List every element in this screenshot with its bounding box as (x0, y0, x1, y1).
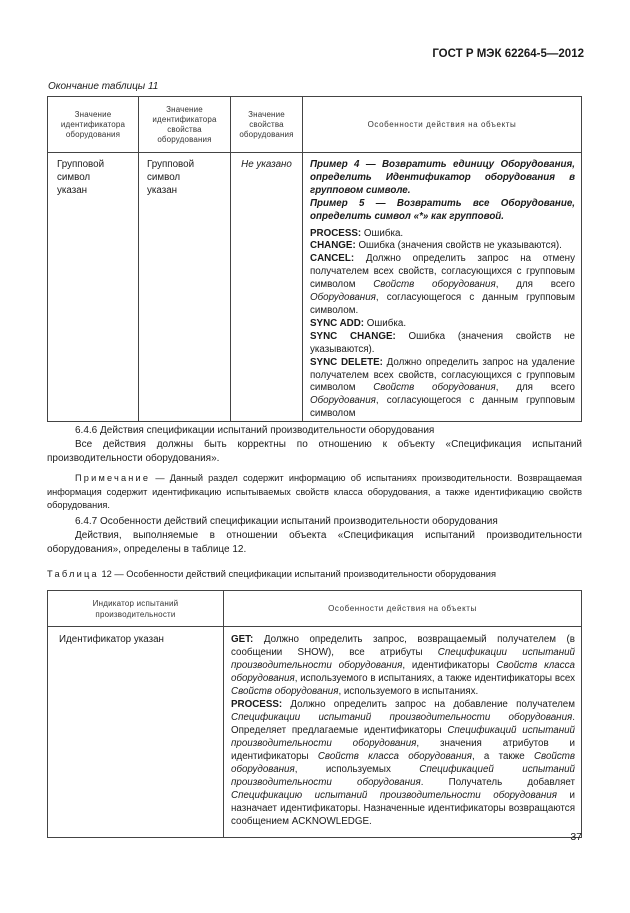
standard-header: ГОСТ Р МЭК 62264-5—2012 (432, 48, 584, 60)
action-sync-delete: SYNC DELETE: Должно определить запрос на удаление получателем всех свойств, согласующихся с групповым символом Свойств оборудования, для всего Оборудования, согласующегося с данным групповым символом (310, 356, 575, 420)
header-cell-equipment-id: Значение идентификатора оборудования (48, 97, 139, 153)
header-cell-performance-indicator: Индикатор испытаний производительности (48, 591, 224, 627)
action-cancel: CANCEL: Должно определить запрос на отмену получателем всех свойств, согласующихся с групповым символом Свойств оборудования, для всего Оборудования, согласующегося с данным групповым символом. (310, 253, 575, 316)
section-646-text: Все действия должны быть корректны по отношению к объекту «Спецификация испытаний производительности оборудования». (47, 439, 582, 465)
cell-action-features (224, 627, 582, 838)
page-number: 37 (570, 831, 582, 843)
table12-caption: Таблица 12 — Особенности действий спецификации испытаний производительности оборудования (47, 569, 497, 579)
action-sync-add: SYNC ADD: Ошибка. (310, 317, 407, 329)
header-cell-property-value: Значение свойства оборудования (231, 97, 303, 153)
header-cell-action-features: Особенности действия на объекты (303, 97, 582, 153)
table-row (48, 627, 582, 838)
action-sync-change: SYNC CHANGE: Ошибка (значения свойств не указываются). (310, 330, 575, 355)
table-12 (47, 590, 582, 838)
cell-property-value: Не указано (231, 153, 303, 422)
section-647-heading: 6.4.7 Особенности действий спецификации испытаний производительности оборудования (75, 516, 498, 527)
section-647-text: Действия, выполняемые в отношении объекта «Спецификация испытаний производительности оборудования», определены в таблице 12. (47, 530, 582, 556)
cell-performance-indicator: Идентификатор указан (48, 627, 224, 838)
cell-equipment-id: Групповой символ указан (48, 153, 139, 422)
example-5: Пример 5 — Возвратить все Оборудование, определить символ «*» как групповой. (310, 197, 575, 222)
table-11 (47, 96, 582, 422)
action-process: PROCESS: Ошибка. (310, 227, 404, 239)
action-get: GET: Должно определить запрос, возвращаемый получателем (в сообщении SHOW), все атрибуты Спецификации испытаний производительности оборудования, идентификаторы Свойств класса оборудования, используемого в испытаниях, а также идентификаторы всех Свойств оборудования, используемого в испытаниях. (231, 634, 575, 697)
section-646-heading: 6.4.6 Действия спецификации испытаний производительности оборудования (75, 425, 435, 436)
cell-property-id: Групповой символ указан (139, 153, 231, 422)
table-header-row (48, 97, 582, 153)
cell-action-features (303, 153, 582, 422)
example-4: Пример 4 — Возвратить единицу Оборудования, определить Идентификатор оборудования в групповом символе. (310, 159, 575, 196)
header-cell-property-id: Значение идентификатора свойства оборудования (139, 97, 231, 153)
table11-caption: Окончание таблицы 11 (48, 81, 159, 92)
section-646-note: Примечание — Данный раздел содержит информацию об испытаниях производительности. Возвращаемая информация содержит идентификацию испытываемых свойств класса оборудования, а также идентификацию свойств оборудования. (47, 473, 582, 511)
action-process: PROCESS: Должно определить запрос на добавление получателем Спецификации испытаний производительности оборудования. Определяет предлагаемые идентификаторы Спецификаций испытаний производительности оборудования, значения атрибутов и идентификаторы Свойств класса оборудования, а также Свойств оборудования, используемых Спецификацией испытаний производительности оборудования. Получатель добавляет Спецификацию испытаний производительности оборудования и назначает идентификаторы. Назначенные идентификаторы возвращаются сообщением ACKNOWLEDGE. (231, 699, 576, 827)
action-change: CHANGE: Ошибка (значения свойств не указываются). (310, 240, 562, 252)
table-header-row (48, 591, 582, 627)
header-cell-action-features: Особенности действия на объекты (224, 591, 582, 627)
table-row (48, 153, 582, 422)
